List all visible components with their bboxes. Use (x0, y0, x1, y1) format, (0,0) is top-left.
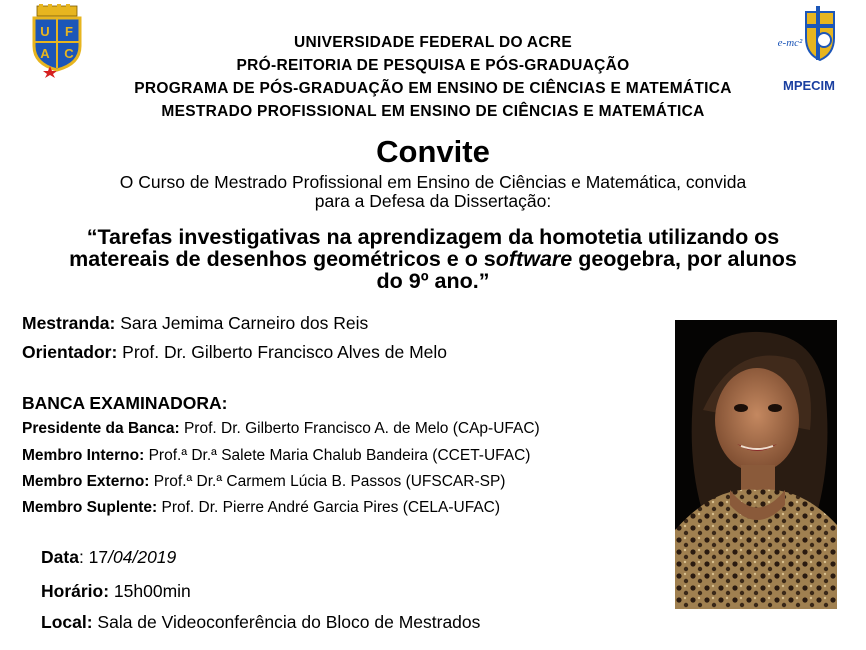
mestranda-label: Mestranda: (22, 313, 116, 333)
svg-text:U: U (40, 24, 50, 39)
portrait-illustration (675, 320, 837, 609)
horario-label: Horário: (41, 581, 110, 601)
header-university: UNIVERSIDADE FEDERAL DO ACRE (294, 34, 572, 51)
data-value-day: : 17 (78, 547, 109, 567)
banca-member-row (22, 447, 530, 465)
banca-member-value: Prof.ª Dr.ª Salete Maria Chalub Bandeira (CCET-UFAC) (144, 447, 531, 464)
orientador-label: Orientador: (22, 342, 118, 362)
intro-text (0, 173, 866, 211)
mpecim-label: MPECIM (783, 78, 835, 93)
data-label: Data (41, 547, 79, 567)
banca-member-label: Membro Externo: (22, 473, 150, 490)
dissertation-line-1: “Tarefas investigativas na aprendizagem da homotetia utilizando os (86, 225, 780, 249)
banca-member-row (22, 473, 505, 491)
svg-text:F: F (65, 24, 73, 39)
horario-row (41, 581, 191, 602)
mestranda-row (22, 313, 368, 334)
svg-text:A: A (40, 46, 50, 61)
svg-text:C: C (64, 46, 74, 61)
header-mestrado: MESTRADO PROFISSIONAL EM ENSINO DE CIÊNCIAS E MATEMÁTICA (161, 103, 705, 120)
orientador-value: Prof. Dr. Gilberto Francisco Alves de Melo (117, 342, 448, 362)
dissertation-line-3: do 9º ano.” (376, 269, 490, 293)
dissertation-line-2-c: geogebra, por alunos (572, 247, 797, 271)
mestranda-value: Sara Jemima Carneiro dos Reis (115, 313, 369, 333)
header-programa: PROGRAMA DE PÓS-GRADUAÇÃO EM ENSINO DE CIÊNCIAS E MATEMÁTICA (134, 80, 732, 97)
data-row (41, 547, 176, 568)
banca-member-label: Membro Suplente: (22, 499, 158, 516)
banca-member-value: Prof. Dr. Gilberto Francisco A. de Melo (CAp-UFAC) (179, 420, 540, 437)
intro-line-1: O Curso de Mestrado Profissional em Ensino de Ciências e Matemática, convida (119, 172, 747, 192)
banca-member-row (22, 499, 500, 517)
candidate-photo (675, 320, 837, 609)
banca-member-row (22, 420, 540, 438)
local-row (41, 612, 480, 633)
banca-member-label: Membro Interno: (22, 447, 145, 464)
dissertation-line-2 (0, 248, 866, 270)
svg-text:e-mc²: e-mc² (777, 37, 803, 49)
dissertation-software-italic: oftware (495, 247, 573, 271)
local-value: Sala de Videoconferência do Bloco de Mestrados (92, 612, 481, 632)
horario-value: 15h00min (109, 581, 191, 601)
header-pro-reitoria: PRÓ-REITORIA DE PESQUISA E PÓS-GRADUAÇÃO (236, 57, 630, 74)
intro-line-2: para a Defesa da Dissertação: (314, 191, 552, 211)
page-title: Convite (376, 134, 490, 169)
dissertation-line-2-a: matereais de desenhos geométricos e o s (69, 247, 496, 271)
banca-member-value: Prof.ª Dr.ª Carmem Lúcia B. Passos (UFSCAR-SP) (149, 473, 506, 490)
local-label: Local: (41, 612, 93, 632)
dissertation-title (0, 226, 866, 292)
banca-member-value: Prof. Dr. Pierre André Garcia Pires (CELA-UFAC) (157, 499, 501, 516)
banca-member-label: Presidente da Banca: (22, 420, 180, 437)
banca-heading: BANCA EXAMINADORA: (22, 393, 228, 413)
orientador-row (22, 342, 447, 363)
data-value-rest: /04/2019 (108, 547, 177, 567)
